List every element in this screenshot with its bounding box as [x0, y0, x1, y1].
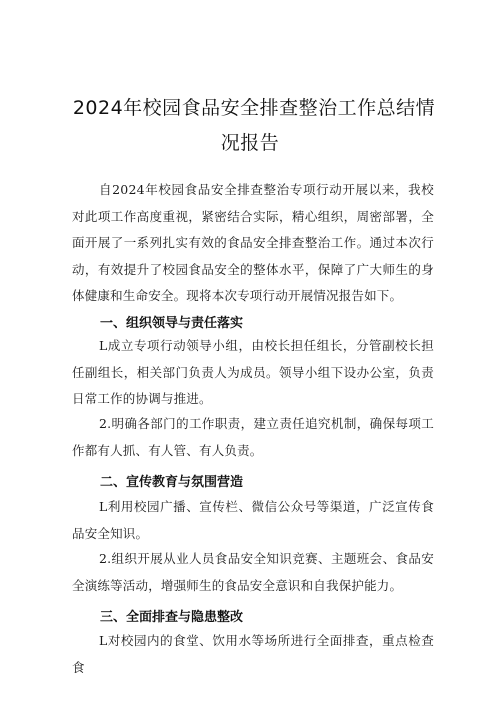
section-heading-3: 三、全面排查与隐患整改 — [100, 610, 244, 625]
section-3-paragraph-1: L对校园内的食堂、饮用水等场所进行全面排查，重点检查食 — [72, 633, 434, 675]
section-heading-1: 一、组织领导与责任落实 — [100, 316, 244, 331]
document-title-line2: 况报告 — [220, 132, 280, 154]
section-heading-2: 二、宣传教育与氛围营造 — [100, 475, 244, 490]
section-2-paragraph-1: L利用校园广播、宣传栏、微信公众号等渠道，广泛宣传食品安全知识。 — [72, 499, 434, 541]
intro-paragraph: 自2024年校园食品安全排查整治专项行动开展以来，我校对此项工作高度重视，紧密结合实际，精心组织，周密部署，全面开展了一系列扎实有效的食品安全排查整治工作。通过本次行动，有效提升了校园食品安全的整体水平，保障了广大师生的身体健康和生命安全。现将本次专项行动开展情况报告如下。 — [72, 182, 434, 303]
document-title-line1: 2024年校园食品安全排查整治工作总结情 — [72, 97, 436, 119]
section-1-paragraph-2: 2.明确各部门的工作职责，建立责任追究机制，确保每项工作都有人抓、有人管、有人负责。 — [72, 416, 434, 458]
section-2-paragraph-2: 2.组织开展从业人员食品安全知识竞赛、主题班会、食品安全演练等活动，增强师生的食品安全意识和自我保护能力。 — [72, 551, 434, 593]
section-1-paragraph-1: L成立专项行动领导小组，由校长担任组长，分管副校长担任副组长，相关部门负责人为成员。领导小组下设办公室，负责日常工作的协调与推进。 — [72, 338, 434, 406]
